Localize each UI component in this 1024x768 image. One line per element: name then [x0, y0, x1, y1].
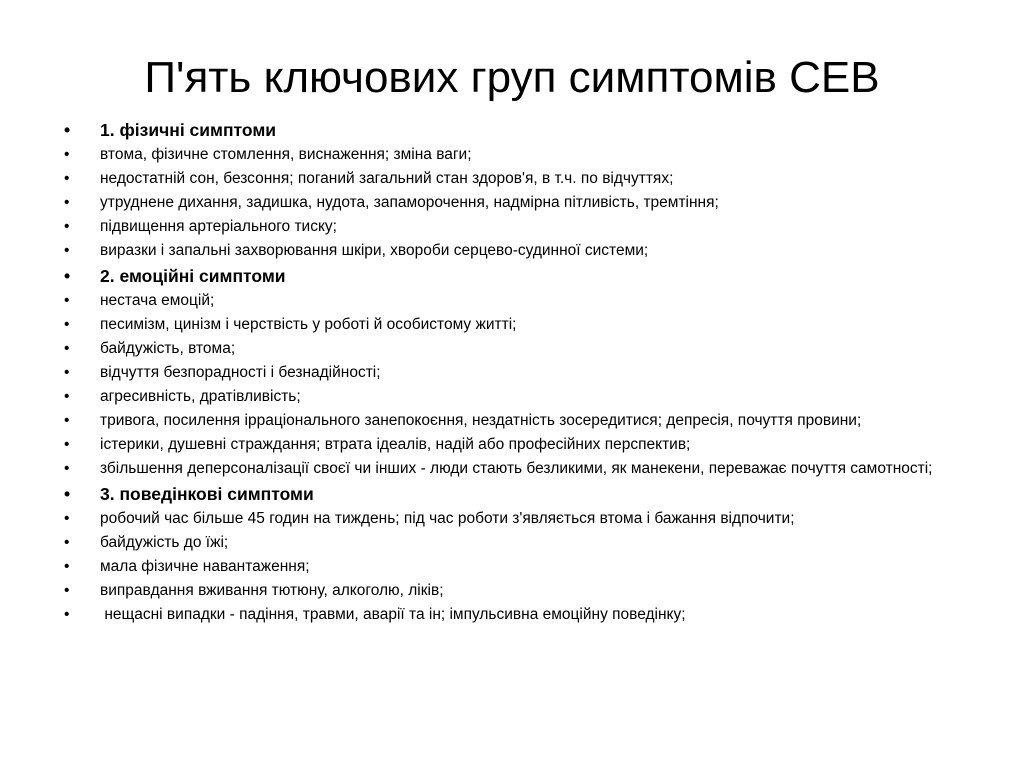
list-item-text: агресивність, дратівливість; — [100, 388, 301, 405]
section-heading-text: 3. поведінкові симптоми — [100, 484, 314, 504]
list-item — [64, 582, 944, 600]
bullet-icon: • — [64, 292, 70, 309]
bullet-icon: • — [64, 412, 70, 429]
bullet-icon: • — [64, 460, 70, 477]
list-item — [64, 194, 944, 212]
list-item — [64, 436, 944, 454]
bullet-icon: • — [64, 510, 70, 527]
list-item-text: тривога, посилення ірраціонального занепокоєння, нездатність зосередитися; депресія, почуття провини; — [100, 412, 862, 429]
list-item — [64, 558, 944, 576]
section-heading — [64, 120, 944, 140]
bullet-icon: • — [64, 388, 70, 405]
bullet-icon: • — [64, 534, 70, 551]
list-item — [64, 340, 944, 358]
bullet-icon: • — [64, 484, 71, 504]
bullet-icon: • — [64, 242, 70, 259]
list-item — [64, 170, 944, 188]
list-item-text: втома, фізичне стомлення, виснаження; зміна ваги; — [100, 146, 472, 163]
bullet-icon: • — [64, 436, 70, 453]
bullet-list — [64, 120, 944, 624]
section-heading — [64, 484, 944, 504]
section-heading-text: 1. фізичні симптоми — [100, 120, 277, 140]
bullet-icon: • — [64, 558, 70, 575]
list-item-text: робочий час більше 45 годин на тиждень; під час роботи з'являється втома і бажання відпочити; — [100, 510, 795, 527]
slide-content — [64, 118, 944, 630]
list-item-text: байдужість, втома; — [100, 340, 236, 357]
list-item-text: відчуття безпорадності і безнадійності; — [100, 364, 381, 381]
bullet-icon: • — [64, 266, 71, 286]
bullet-icon: • — [64, 316, 70, 333]
section-heading — [64, 266, 944, 286]
list-item — [64, 510, 944, 528]
bullet-icon: • — [64, 194, 70, 211]
list-item-text: утруднене дихання, задишка, нудота, запаморочення, надмірна пітливість, тремтіння; — [100, 194, 719, 211]
bullet-icon: • — [64, 218, 70, 235]
list-item — [64, 388, 944, 406]
list-item — [64, 146, 944, 164]
section-heading-text: 2. емоційні симптоми — [100, 266, 286, 286]
bullet-icon: • — [64, 364, 70, 381]
list-item-text: недостатній сон, безсоння; поганий загальний стан здоров'я, в т.ч. по відчуттях; — [100, 170, 674, 187]
bullet-icon: • — [64, 170, 70, 187]
list-item — [64, 412, 944, 430]
list-item-text: нещасні випадки - падіння, травми, аварії та ін; імпульсивна емоційну поведінку; — [100, 606, 686, 623]
list-item-text: нестача емоцій; — [100, 292, 215, 309]
bullet-icon: • — [64, 340, 70, 357]
slide-title: П'ять ключових груп симптомів СЕВ — [144, 53, 880, 102]
bullet-icon: • — [64, 582, 70, 599]
list-item-text: істерики, душевні страждання; втрата ідеалів, надій або професійних перспектив; — [100, 436, 691, 453]
bullet-icon: • — [64, 606, 70, 623]
list-item-text: виправдання вживання тютюну, алкоголю, ліків; — [100, 582, 444, 599]
bullet-icon: • — [64, 120, 71, 140]
list-item — [64, 218, 944, 236]
bullet-icon: • — [64, 146, 70, 163]
list-item-text: мала фізичне навантаження; — [100, 558, 310, 575]
list-item-text: збільшення деперсоналізації своєї чи інших - люди стають безликими, як манекени, переважає почуття самотності; — [100, 460, 933, 477]
list-item — [64, 460, 944, 478]
list-item — [64, 606, 944, 624]
list-item-text: виразки і запальні захворювання шкіри, хвороби серцево-судинної системи; — [100, 242, 649, 259]
list-item — [64, 364, 944, 382]
list-item — [64, 534, 944, 552]
list-item — [64, 316, 944, 334]
list-item — [64, 292, 944, 310]
list-item-text: підвищення артеріального тиску; — [100, 218, 337, 235]
list-item — [64, 242, 944, 260]
list-item-text: байдужість до їжі; — [100, 534, 229, 551]
list-item-text: песимізм, цинізм і черствість у роботі й особистому житті; — [100, 316, 517, 333]
